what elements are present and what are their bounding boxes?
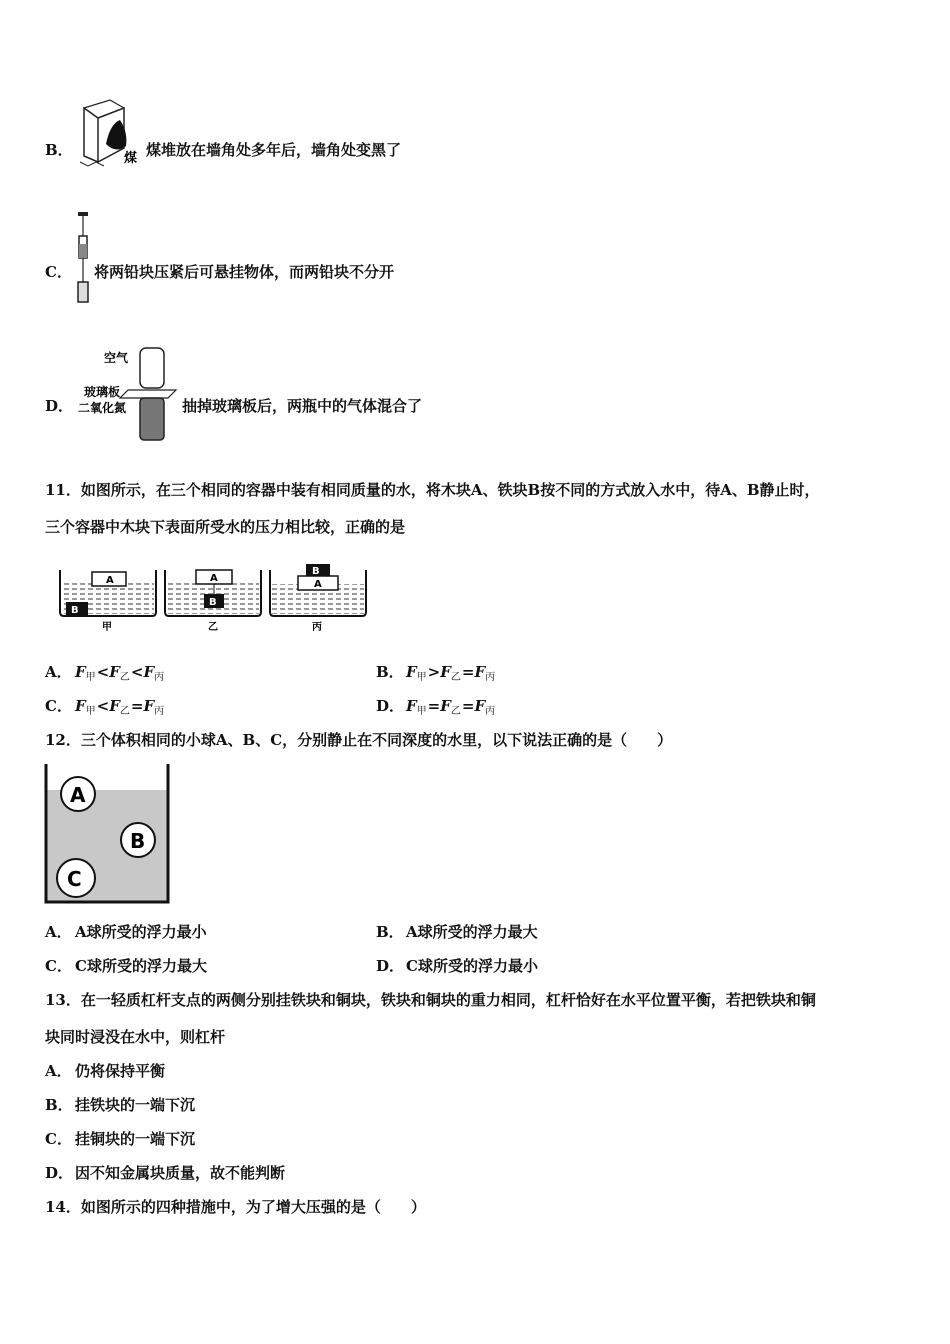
ball-b (121, 823, 155, 857)
label-bing: 丙 (312, 622, 322, 633)
q11-option-c[interactable] (45, 696, 165, 722)
subscript: 丙 (485, 672, 496, 683)
option-letter: D． (376, 957, 405, 975)
operator: = (461, 697, 475, 715)
label-jia: 甲 (102, 622, 112, 633)
q13-stem-line1: 13．在一轻质杠杆支点的两侧分别挂铁块和铜块，铁块和铜块的重力相同，杠杆恰好在水平位置平衡，若把铁块和铜 (45, 991, 816, 1009)
q11-stem-line1: 11．如图所示，在三个相同的容器中装有相同质量的水，将木块A、铁块B按不同的方式放入水中，待A、B静止时， (45, 481, 820, 499)
subscript: 乙 (119, 672, 130, 683)
q11-stem-line2: 三个容器中木块下表面所受水的压力相比较，正确的是 (45, 518, 406, 536)
option-letter: B． (376, 923, 404, 941)
q13-option-c[interactable] (45, 1129, 195, 1149)
q10-option-d-text: 抽掉玻璃板后，两瓶中的气体混合了 (182, 397, 423, 415)
q10-option-c[interactable] (45, 262, 75, 282)
force-symbol: F (109, 663, 120, 681)
force-symbol: F (109, 697, 120, 715)
option-letter: D． (376, 697, 405, 715)
subscript: 丙 (154, 706, 165, 717)
force-symbol: F (474, 663, 486, 681)
option-text: A球所受的浮力最大 (406, 923, 538, 941)
q11-option-b[interactable] (376, 662, 496, 688)
q13-option-d[interactable] (45, 1163, 285, 1183)
label-yi: 乙 (208, 622, 218, 633)
option-letter: C． (45, 1130, 72, 1148)
q13-option-a[interactable] (45, 1061, 165, 1081)
subscript: 乙 (450, 672, 461, 683)
option-letter: C． (45, 697, 72, 715)
q11-option-a[interactable] (45, 662, 165, 688)
subscript: 甲 (416, 706, 427, 717)
subscript: 甲 (85, 672, 96, 683)
q12-stem: 12．三个体积相同的小球A、B、C，分别静止在不同深度的水里，以下说法正确的是（ ） (45, 731, 673, 749)
air-label: 空气 (104, 351, 129, 365)
operator: = (427, 697, 441, 715)
force-symbol: F (406, 697, 417, 715)
option-letter: B． (45, 1096, 73, 1114)
force-symbol: F (440, 697, 451, 715)
option-letter: C． (45, 957, 72, 975)
container-jia (60, 570, 156, 633)
ball-b-label: B (130, 829, 146, 853)
force-symbol: F (440, 663, 451, 681)
block-b-label: B (312, 566, 320, 577)
subscript: 乙 (450, 706, 461, 717)
option-text: A球所受的浮力最小 (75, 923, 207, 941)
force-symbol: F (75, 663, 86, 681)
force-symbol: F (143, 697, 155, 715)
q10-option-c-text: 将两铅块压紧后可悬挂物体，而两铅块不分开 (94, 263, 395, 281)
option-letter: A． (45, 1062, 72, 1080)
q12-option-c[interactable] (45, 956, 207, 976)
q13-option-b[interactable] (45, 1095, 195, 1115)
subscript: 丙 (154, 672, 165, 683)
container-yi (165, 570, 261, 633)
gas-diffusion-figure (78, 344, 180, 444)
q14-stem: 14．如图所示的四种措施中，为了增大压强的是（ ） (45, 1198, 426, 1216)
force-symbol: F (143, 663, 155, 681)
operator: = (461, 663, 475, 681)
option-text: 因不知金属块质量，故不能判断 (75, 1164, 286, 1182)
option-text: C球所受的浮力最大 (75, 957, 207, 975)
option-text: 仍将保持平衡 (75, 1062, 166, 1080)
operator: = (130, 697, 144, 715)
q11-figure (56, 562, 368, 634)
glass-plate-label: 玻璃板 (84, 385, 121, 399)
nitrogen-dioxide-label: 二氧化氮 (78, 401, 127, 415)
ball-c-label: C (67, 867, 82, 891)
operator: < (96, 697, 110, 715)
option-text: C球所受的浮力最小 (406, 957, 538, 975)
option-letter: C． (45, 263, 72, 281)
operator: > (427, 663, 441, 681)
block-a-label: A (106, 575, 114, 586)
force-symbol: F (75, 697, 86, 715)
subscript: 乙 (119, 706, 130, 717)
option-text: 挂铁块的一端下沉 (75, 1096, 196, 1114)
q13-stem-line2: 块同时浸没在水中，则杠杆 (45, 1028, 226, 1046)
force-symbol: F (474, 697, 486, 715)
option-letter: B． (45, 141, 73, 159)
lead-blocks-figure (74, 210, 94, 306)
block-a-label: A (314, 579, 322, 590)
q12-option-b[interactable] (376, 922, 538, 942)
q10-option-b-text: 煤堆放在墙角处多年后，墙角处变黑了 (146, 141, 402, 159)
option-letter: D． (45, 397, 74, 415)
coal-wall-figure (76, 104, 146, 168)
subscript: 甲 (85, 706, 96, 717)
container-bing (270, 564, 366, 633)
q12-figure (44, 764, 172, 906)
block-a-label: A (210, 573, 218, 584)
block-b-label: B (209, 597, 217, 608)
operator: < (130, 663, 144, 681)
ball-c (57, 859, 95, 897)
q11-option-d[interactable] (376, 696, 496, 722)
option-letter: A． (45, 663, 72, 681)
operator: < (96, 663, 110, 681)
ball-a-label: A (70, 783, 86, 807)
option-letter: B． (376, 663, 404, 681)
q12-option-d[interactable] (376, 956, 538, 976)
option-letter: A． (45, 923, 72, 941)
coal-label: 煤 (124, 151, 138, 166)
ball-a (61, 777, 95, 811)
force-symbol: F (406, 663, 417, 681)
subscript: 丙 (485, 706, 496, 717)
subscript: 甲 (416, 672, 427, 683)
q10-option-b[interactable] (45, 140, 75, 160)
option-letter: D． (45, 1164, 74, 1182)
block-b-label: B (71, 605, 79, 616)
q12-option-a[interactable] (45, 922, 207, 942)
q10-option-d[interactable] (45, 396, 75, 416)
option-text: 挂铜块的一端下沉 (75, 1130, 196, 1148)
